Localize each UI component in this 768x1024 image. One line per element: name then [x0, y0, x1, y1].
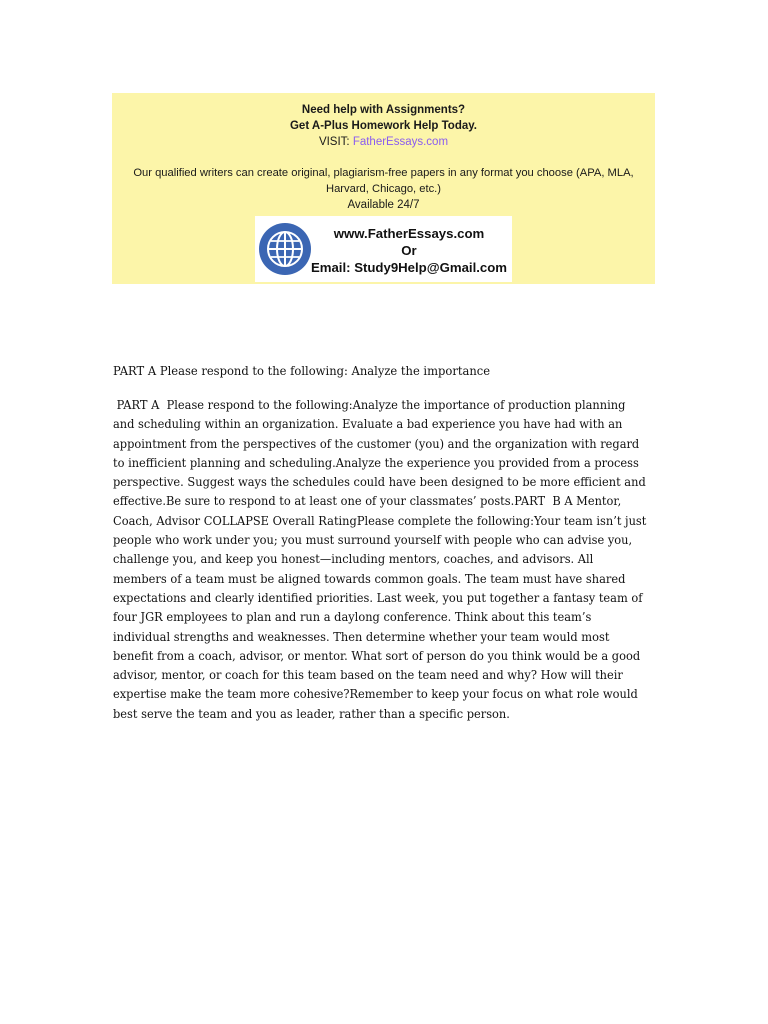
contact-email[interactable]: Email: Study9Help@Gmail.com — [310, 260, 508, 275]
ad-subheadline: Get A-Plus Homework Help Today. — [289, 120, 477, 132]
advertisement-banner — [112, 93, 655, 284]
contact-card[interactable] — [255, 216, 512, 282]
ad-visit-link[interactable]: FatherEssays.com — [352, 136, 449, 148]
document-heading: PART A Please respond to the following: Analyze the importance — [113, 363, 491, 378]
ad-visit-line — [112, 134, 655, 150]
contact-or: Or — [401, 243, 417, 258]
document-body: PART A Please respond to the following:Analyze the importance of production planning and scheduling within an organization. Evaluate a bad experience you have had with an appointment from the perspectives of the customer (you) and the organization with regard to inefficient planning and scheduling.Analyze the experience you provided from a process perspective. Suggest ways the schedules could have been designed to be more efficient and effective.Be sure to respond to at least one of your classmates’ posts.PART B A Mentor, Coach, Advisor COLLAPSE Overall RatingPlease complete the following:Your team isn’t just people who work under you; you must surround yourself with people who can advise you, challenge you, and keep you honest—including mentors, coaches, and advisors. All members of a team must be aligned towards common goals. The team must have shared expectations and clearly identified priorities. Last week, you put together a fantasy team of four JGR employees to plan and run a daylong conference. Think about this team’s individual strengths and weaknesses. Then determine whether your team would most benefit from a coach, advisor, or mentor. What sort of person do you think would be a good advisor, mentor, or coach for this team based on the team need and why? How will their expertise make the team more cohesive?Remember to keep your focus on what role would best serve the team and you as leader, rather than a specific person. — [113, 397, 647, 721]
ad-availability: Available 24/7 — [347, 199, 420, 211]
contact-website[interactable]: www.FatherEssays.com — [333, 226, 485, 241]
contact-card-text — [309, 225, 509, 276]
ad-visit-label: VISIT: — [318, 136, 353, 148]
ad-headline: Need help with Assignments? — [301, 104, 466, 116]
globe-icon — [258, 222, 312, 276]
ad-description: Our qualified writers can create original, plagiarism-free papers in any format you choose (APA, MLA, Harvard, Chicago, etc.) — [133, 167, 634, 195]
